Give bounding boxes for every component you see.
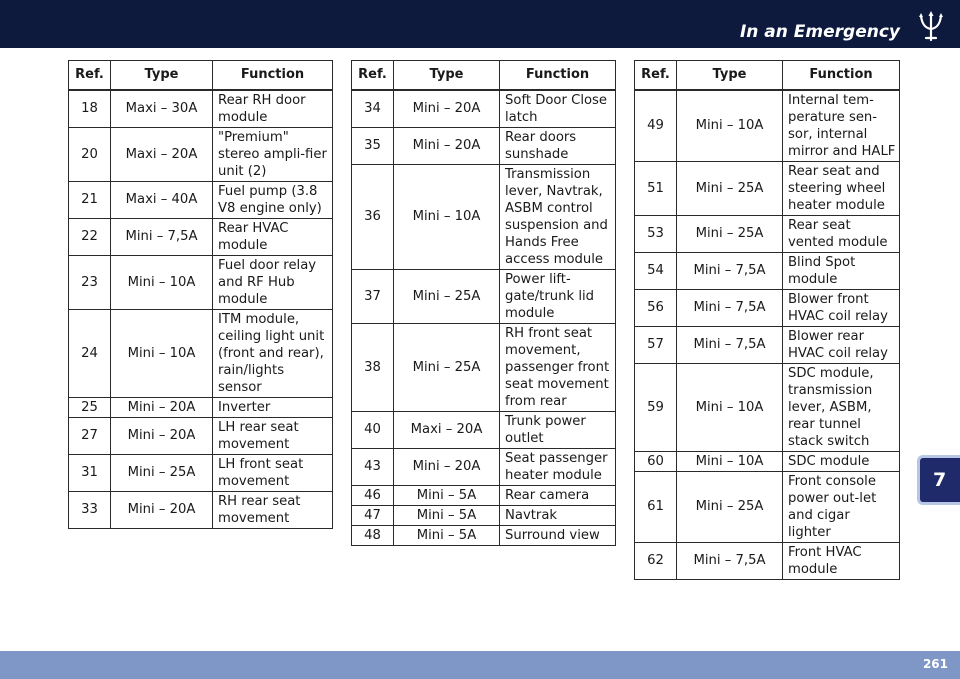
fuse-type: Mini – 10A [677, 363, 783, 451]
fuse-ref: 24 [69, 309, 111, 397]
fuse-function: Soft Door Close latch [500, 90, 616, 128]
table-row [69, 218, 333, 255]
fuse-ref: 35 [352, 127, 394, 164]
fuse-ref: 37 [352, 269, 394, 323]
col-type: Type [394, 61, 500, 90]
table-row [352, 411, 616, 448]
fuse-ref: 31 [69, 454, 111, 491]
fuse-type: Mini – 20A [394, 127, 500, 164]
fuse-type: Mini – 25A [677, 161, 783, 215]
fuse-function: "Premium" stereo ampli-fier unit (2) [213, 127, 333, 181]
fuse-type: Mini – 5A [394, 525, 500, 545]
fuse-ref: 18 [69, 90, 111, 128]
col-ref: Ref. [352, 61, 394, 90]
fuse-ref: 38 [352, 323, 394, 411]
table-row [635, 215, 900, 252]
table-row [635, 542, 900, 579]
fuse-function: Surround view [500, 525, 616, 545]
table-row [69, 491, 333, 528]
fuse-function: Rear HVAC module [213, 218, 333, 255]
fuse-table-1 [68, 60, 333, 529]
col-type: Type [111, 61, 213, 90]
fuse-type: Mini – 25A [677, 471, 783, 542]
table-row [69, 181, 333, 218]
col-type: Type [677, 61, 783, 90]
fuse-function: Blind Spot module [783, 252, 900, 289]
fuse-type: Mini – 10A [677, 451, 783, 471]
table-row [352, 164, 616, 269]
fuse-type: Mini – 5A [394, 485, 500, 505]
section-title: In an Emergency [739, 22, 900, 42]
table-row [635, 161, 900, 215]
fuse-function: RH rear seat movement [213, 491, 333, 528]
fuse-function: Rear camera [500, 485, 616, 505]
fuse-ref: 59 [635, 363, 677, 451]
fuse-function: Rear doors sunshade [500, 127, 616, 164]
fuse-function: Internal tem-perature sen-sor, internal mirror and HALF [783, 90, 900, 162]
fuse-ref: 22 [69, 218, 111, 255]
fuse-type: Mini – 7,5A [677, 542, 783, 579]
table-row [635, 363, 900, 451]
fuse-type: Mini – 25A [677, 215, 783, 252]
fuse-type: Mini – 10A [394, 164, 500, 269]
table-row [635, 451, 900, 471]
table-row [69, 309, 333, 397]
fuse-type: Mini – 10A [677, 90, 783, 162]
fuse-function: ITM module, ceiling light unit (front and rear), rain/lights sensor [213, 309, 333, 397]
page-number: 261 [922, 657, 948, 671]
fuse-ref: 36 [352, 164, 394, 269]
page-footer [0, 651, 960, 679]
fuse-function: Rear seat vented module [783, 215, 900, 252]
fuse-ref: 25 [69, 397, 111, 417]
fuse-ref: 53 [635, 215, 677, 252]
fuse-function: Navtrak [500, 505, 616, 525]
col-ref: Ref. [69, 61, 111, 90]
fuse-function: Front HVAC module [783, 542, 900, 579]
fuse-type: Mini – 7,5A [677, 289, 783, 326]
fuse-type: Mini – 20A [111, 491, 213, 528]
fuse-ref: 62 [635, 542, 677, 579]
fuse-ref: 60 [635, 451, 677, 471]
fuse-type: Maxi – 40A [111, 181, 213, 218]
fuse-table-2 [351, 60, 616, 546]
fuse-type: Maxi – 20A [111, 127, 213, 181]
fuse-function: Front console power out-let and cigar lighter [783, 471, 900, 542]
chapter-tab [917, 455, 960, 505]
fuse-ref: 57 [635, 326, 677, 363]
fuse-type: Mini – 10A [111, 255, 213, 309]
table-row [352, 90, 616, 128]
fuse-ref: 43 [352, 448, 394, 485]
fuse-type: Mini – 25A [111, 454, 213, 491]
fuse-type: Maxi – 30A [111, 90, 213, 128]
table-row [69, 127, 333, 181]
table-row [352, 485, 616, 505]
fuse-table-3 [634, 60, 900, 580]
fuse-type: Mini – 5A [394, 505, 500, 525]
fuse-ref: 48 [352, 525, 394, 545]
fuse-function: Fuel pump (3.8 V8 engine only) [213, 181, 333, 218]
fuse-ref: 27 [69, 417, 111, 454]
fuse-function: Blower front HVAC coil relay [783, 289, 900, 326]
col-function: Function [783, 61, 900, 90]
fuse-type: Mini – 10A [111, 309, 213, 397]
col-function: Function [213, 61, 333, 90]
fuse-ref: 54 [635, 252, 677, 289]
table-row [352, 448, 616, 485]
fuse-ref: 47 [352, 505, 394, 525]
table-row [635, 289, 900, 326]
fuse-function: RH front seat movement, passenger front seat movement from rear [500, 323, 616, 411]
fuse-type: Mini – 20A [394, 90, 500, 128]
fuse-ref: 34 [352, 90, 394, 128]
fuse-ref: 56 [635, 289, 677, 326]
fuse-ref: 21 [69, 181, 111, 218]
fuse-type: Mini – 7,5A [677, 326, 783, 363]
col-ref: Ref. [635, 61, 677, 90]
fuse-ref: 20 [69, 127, 111, 181]
fuse-ref: 61 [635, 471, 677, 542]
table-row [352, 505, 616, 525]
fuse-ref: 33 [69, 491, 111, 528]
table-row [352, 127, 616, 164]
fuse-function: Blower rear HVAC coil relay [783, 326, 900, 363]
table-row [635, 326, 900, 363]
table-row [635, 471, 900, 542]
fuse-function: SDC module [783, 451, 900, 471]
fuse-type: Maxi – 20A [394, 411, 500, 448]
fuse-function: Trunk power outlet [500, 411, 616, 448]
table-row [635, 252, 900, 289]
fuse-function: SDC module, transmission lever, ASBM, rear tunnel stack switch [783, 363, 900, 451]
trident-icon [916, 10, 946, 44]
fuse-type: Mini – 25A [394, 323, 500, 411]
fuse-function: Transmission lever, Navtrak, ASBM control suspension and Hands Free access module [500, 164, 616, 269]
fuse-function: Rear RH door module [213, 90, 333, 128]
fuse-function: LH rear seat movement [213, 417, 333, 454]
col-function: Function [500, 61, 616, 90]
fuse-type: Mini – 7,5A [677, 252, 783, 289]
table-row [69, 255, 333, 309]
table-row [352, 525, 616, 545]
table-row [69, 90, 333, 128]
fuse-ref: 40 [352, 411, 394, 448]
table-row [352, 323, 616, 411]
fuse-function: Fuel door relay and RF Hub module [213, 255, 333, 309]
table-row [635, 90, 900, 162]
fuse-ref: 23 [69, 255, 111, 309]
fuse-function: Seat passenger heater module [500, 448, 616, 485]
fuse-function: Rear seat and steering wheel heater module [783, 161, 900, 215]
fuse-ref: 49 [635, 90, 677, 162]
table-row [69, 417, 333, 454]
fuse-function: Inverter [213, 397, 333, 417]
chapter-number: 7 [933, 469, 947, 491]
fuse-ref: 51 [635, 161, 677, 215]
fuse-type: Mini – 25A [394, 269, 500, 323]
table-row [69, 397, 333, 417]
fuse-type: Mini – 20A [394, 448, 500, 485]
fuse-type: Mini – 20A [111, 417, 213, 454]
fuse-function: LH front seat movement [213, 454, 333, 491]
table-row [352, 269, 616, 323]
fuse-type: Mini – 20A [111, 397, 213, 417]
fuse-function: Power lift-gate/trunk lid module [500, 269, 616, 323]
fuse-type: Mini – 7,5A [111, 218, 213, 255]
page-header [0, 0, 960, 48]
table-row [69, 454, 333, 491]
fuse-ref: 46 [352, 485, 394, 505]
